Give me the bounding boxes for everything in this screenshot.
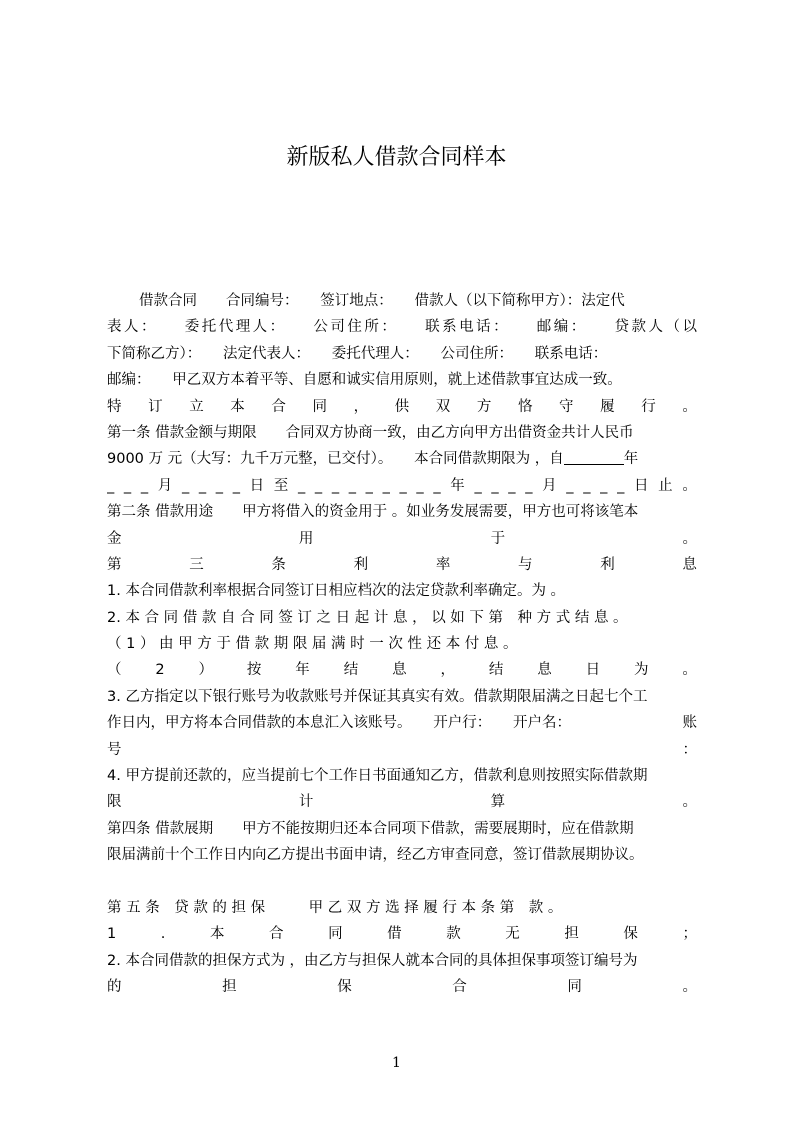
text-line-15-token: 结 <box>343 662 359 679</box>
text-line-5-token: 本 <box>230 398 245 415</box>
text-line-8-token: _ <box>474 477 482 494</box>
text-line-15-token: ） <box>198 662 214 679</box>
text-line-5-token: 方 <box>476 398 492 415</box>
text-line-8-token: _ <box>123 477 132 494</box>
text-line-8-token: _ <box>508 477 516 494</box>
text-line-11-token: 利 <box>600 556 615 573</box>
text-line-8 <box>107 473 697 499</box>
text-line-26 <box>107 974 697 1000</box>
text-line-19: 4. 甲方提前还款的，应当提前七个工作日书面通知乙方，借款利息则按照实际借款期 <box>107 768 648 785</box>
text-line-15-token: 2 <box>155 662 165 679</box>
text-line-8-token: 年 <box>450 477 465 494</box>
text-line-14: （ 1 ） 由 甲 方 于 借 款 期 限 届 满 时 一 次 性 还 本 付 息 。 <box>107 636 518 653</box>
text-line-17-end: 账 <box>682 715 697 732</box>
text-line-9: 第二条 借款用途 甲方将借入的资金用于 。如业务发展需要，甲方也可将该笔本 <box>107 504 639 521</box>
text-line-26-token: 同 <box>567 979 582 996</box>
text-line-20 <box>107 789 697 815</box>
text-line-8-token: _ <box>617 477 625 494</box>
text-line-8-token: _ <box>107 477 115 494</box>
text-line-8-token: _ <box>140 477 149 494</box>
text-line-11 <box>107 552 697 578</box>
text-line-24-token: 本 <box>209 926 225 943</box>
text-line-5-token: 供 <box>394 398 410 415</box>
text-line-26-token: 担 <box>222 979 237 996</box>
text-line-26-token: 。 <box>682 979 697 996</box>
text-line-12: 1. 本合同借款利率根据合同签订日相应档次的法定贷款利率确定。为 。 <box>107 583 566 600</box>
text-line-8-token: 止 <box>658 477 673 494</box>
text-line-15-token: 息 <box>392 662 407 679</box>
text-line-6: 第一条 借款金额与期限 合同双方协商一致，由乙方向甲方出借资金共计人民币 <box>107 424 634 441</box>
text-line-11-token: 与 <box>518 556 533 573</box>
text-line-24 <box>107 921 697 947</box>
text-line-24-token: . <box>160 926 166 943</box>
text-line-8-token: 月 <box>542 477 557 494</box>
text-line-8-token: _ <box>583 477 591 494</box>
text-line-13: 2. 本 合 同 借 款 自 合 同 签 订 之 日 起 计 息 ， 以 如 下 第 种 方 式 结 息 。 <box>107 609 628 626</box>
text-line-8-token: _ <box>525 477 533 494</box>
text-line-21: 第四条 借款展期 甲方不能按期归还本合同项下借款，需要展期时，应在借款期 <box>107 820 634 837</box>
text-line-20-token: 限 <box>107 794 122 811</box>
text-line-8-token: _ <box>399 477 407 494</box>
text-line-24-token: 款 <box>446 926 461 943</box>
text-line-5-token: 履 <box>600 398 615 415</box>
text-line-4: 邮编： 甲乙双方本着平等、自愿和诚实信用原则，就上述借款事宜达成一致。 <box>107 372 622 389</box>
text-line-8-token: _ <box>297 477 306 494</box>
year-blank <box>564 448 624 465</box>
text-line-8-token: _ <box>314 477 323 494</box>
text-line-8-token: _ <box>433 477 441 494</box>
text-line-17-start: 作日内，甲方将本合同借款的本息汇入该账号。 开户行： 开户名： <box>107 715 571 732</box>
text-line-8-token: _ <box>232 477 240 494</box>
text-line-15-token: 结 <box>488 662 504 679</box>
text-line-17 <box>107 710 697 736</box>
text-line-1: 借款合同 合同编号： 签订地点： 借款人（以下简称甲方）：法定代 <box>139 293 625 309</box>
text-line-15 <box>107 657 697 683</box>
text-line-8-token: _ <box>331 477 340 494</box>
text-line-24-token: ； <box>682 926 697 943</box>
text-line-5-token: 特 <box>107 398 122 415</box>
text-line-26-token: 的 <box>107 979 122 996</box>
text-line-24-token: 担 <box>564 926 579 943</box>
text-line-11-token: 条 <box>271 556 286 573</box>
text-line-5-token: 守 <box>559 398 574 415</box>
text-line-15-token: 息 <box>537 662 552 679</box>
text-line-5-token: 合 <box>271 398 286 415</box>
text-line-15-token: 为 <box>634 662 649 679</box>
text-line-7-start: 9000 万 元（大写：九千万元整，已交付）。 本合同借款期限为 ，自 <box>107 451 564 468</box>
text-line-20-token: 算 <box>490 794 506 811</box>
text-line-24-token: 无 <box>505 926 520 943</box>
text-line-10-token: 。 <box>682 530 697 547</box>
text-line-15-token: （ <box>107 662 122 679</box>
text-line-5-token: 恪 <box>517 398 533 415</box>
text-line-8-token: _ <box>215 477 224 494</box>
text-line-5-token: 订 <box>148 398 163 415</box>
text-line-8-token: 日 <box>249 477 265 494</box>
text-line-10-token: 用 <box>298 530 314 547</box>
text-line-5-token: 立 <box>189 398 204 415</box>
text-line-11-token: 三 <box>189 556 204 573</box>
text-line-5-token: 。 <box>682 398 697 415</box>
text-line-26-token: 保 <box>337 979 352 996</box>
page-number: 1 <box>392 1055 401 1071</box>
text-line-7 <box>107 446 697 472</box>
text-line-5-token: ， <box>353 398 369 415</box>
text-line-18 <box>107 737 697 763</box>
text-line-18-start: 号 <box>107 741 122 758</box>
text-line-8-token: 。 <box>682 477 697 494</box>
text-line-5-token: 行 <box>641 398 656 415</box>
text-line-15-token: 日 <box>585 662 601 679</box>
text-line-26-token: 合 <box>452 979 467 996</box>
text-line-8-token: _ <box>600 477 608 494</box>
text-line-8-token: _ <box>198 477 207 494</box>
text-line-8-token: _ <box>181 477 190 494</box>
text-line-2: 表人： 委托代理人： 公司住所： 联系电话： 邮编： 贷款人（以 <box>107 319 697 336</box>
text-line-8-token: _ <box>491 477 499 494</box>
text-line-8-token: _ <box>365 477 373 494</box>
text-line-23: 第 五 条 贷 款 的 担 保 甲 乙 双 方 选 择 履 行 本 条 第 款 。 <box>107 899 563 916</box>
text-line-16: 3. 乙方指定以下银行账号为收款账号并保证其真实有效。借款期限届满之日起七个工 <box>107 688 648 705</box>
text-line-20-token: 。 <box>682 794 697 811</box>
text-line-3: 下简称乙方）： 法定代表人： 委托代理人： 公司住所： 联系电话： <box>107 345 608 362</box>
text-line-15-token: ， <box>440 662 455 679</box>
text-line-18-end: ： <box>682 741 697 758</box>
text-line-20-token: 计 <box>298 794 314 811</box>
text-line-24-token: 保 <box>623 926 638 943</box>
blank-line <box>107 869 697 895</box>
text-line-24-token: 同 <box>328 926 343 943</box>
text-line-15-token: 年 <box>295 662 310 679</box>
text-line-8-token: _ <box>348 477 356 494</box>
text-line-10-token: 于 <box>490 530 506 547</box>
text-line-10 <box>107 526 697 552</box>
text-line-8-token: _ <box>382 477 390 494</box>
text-line-11-token: 率 <box>435 556 451 573</box>
text-line-15-token: 。 <box>682 662 697 679</box>
contract-body <box>107 288 697 1001</box>
document-title: 新版私人借款合同样本 <box>286 145 507 170</box>
text-line-5-token: 同 <box>312 398 327 415</box>
text-line-11-token: 第 <box>107 556 122 573</box>
text-line-24-token: 借 <box>387 926 402 943</box>
text-line-8-token: 月 <box>157 477 173 494</box>
text-line-11-token: 息 <box>682 556 697 573</box>
text-line-8-token: _ <box>566 477 574 494</box>
text-line-8-token: 日 <box>633 477 649 494</box>
text-line-8-token: 至 <box>273 477 289 494</box>
text-line-10-token: 金 <box>107 530 122 547</box>
text-line-8-token: _ <box>416 477 424 494</box>
text-line-25: 2. 本合同借款的担保方式为 ，由乙方与担保人就本合同的具体担保事项签订编号为 <box>107 952 638 969</box>
text-line-5 <box>107 394 697 420</box>
text-line-7-year: 年 <box>623 451 639 468</box>
text-line-5-token: 双 <box>435 398 451 415</box>
text-line-24-token: 合 <box>269 926 284 943</box>
text-line-22: 限届满前十个工作日内向乙方提出书面申请，经乙方审查同意，签订借款展期协议。 <box>107 847 644 864</box>
text-line-11-token: 利 <box>353 556 369 573</box>
text-line-24-token: 1 <box>107 926 117 943</box>
text-line-15-token: 按 <box>246 662 262 679</box>
